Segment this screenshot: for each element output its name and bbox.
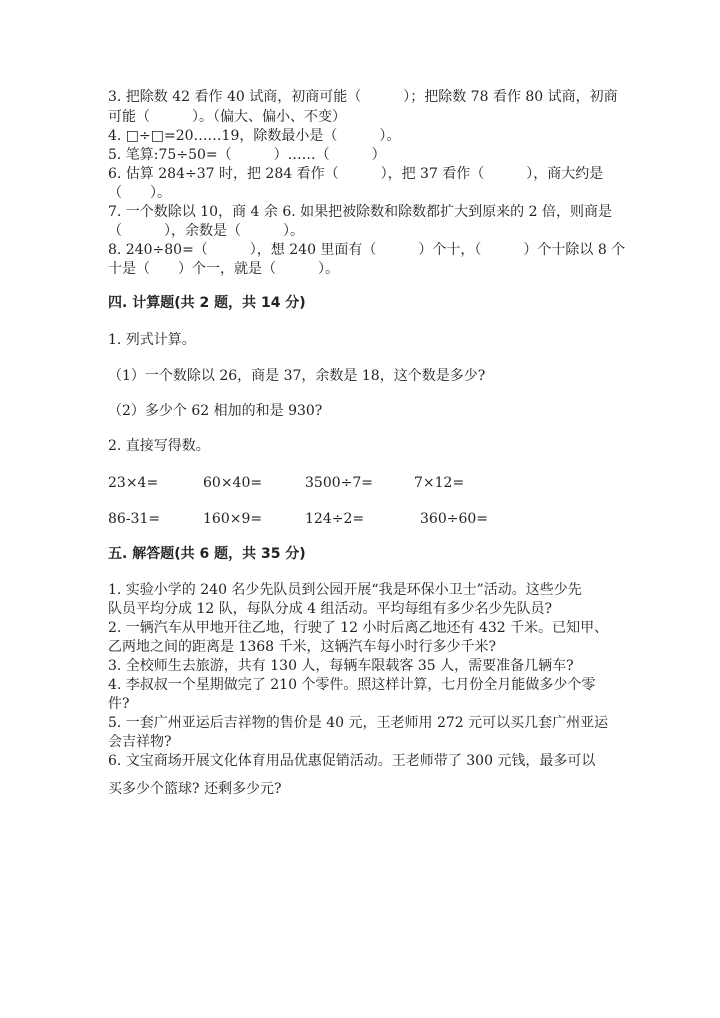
calc-item: 160×9= [203,511,263,527]
calc-item: 7×12= [414,475,465,491]
question-5: 5. 笔算:75÷50=（ ）……（ ） [108,147,386,163]
answer-question-2-line-2: 乙两地之间的距离是 1368 千米，这辆汽车每小时行多少千米? [108,639,497,655]
answer-question-4-line-1: 4. 李叔叔一个星期做完了 210 个零件。照这样计算，七月份全月能做多少个零 [108,677,596,693]
question-8-line-1: 8. 240÷80=（ ），想 240 里面有（ ）个十，（ ）个十除以 8 个 [108,242,626,258]
question-3-line-2: 可能（ ）。（偏大、偏小、不变） [108,109,346,125]
question-6-line-1: 6. 估算 284÷37 时，把 284 看作（ ），把 37 看作（ ），商大约是 [108,166,604,182]
question-7-line-2: （ ），余数是（ ）。 [108,223,304,239]
question-7-line-1: 7. 一个数除以 10，商 4 余 6. 如果把被除数和除数都扩大到原来的 2 倍，则商是 [108,204,612,220]
calc-question-1b: （2）多少个 62 相加的和是 930? [108,403,323,419]
section-5-title: 五. 解答题(共 6 题，共 35 分) [108,546,306,562]
answer-question-1-line-1: 1. 实验小学的 240 名少先队员到公园开展“我是环保小卫士”活动。这些少先 [108,582,582,598]
calc-question-2: 2. 直接写得数。 [108,438,210,454]
answer-question-4-line-2: 件? [108,696,130,712]
calc-item: 60×40= [203,475,263,491]
calc-item: 23×4= [108,475,159,491]
calc-item: 360÷60= [420,511,488,527]
answer-question-2-line-1: 2. 一辆汽车从甲地开往乙地，行驶了 12 小时后离乙地还有 432 千米。已知甲、 [108,620,609,636]
answer-question-5-line-1: 5. 一套广州亚运后吉祥物的售价是 40 元，王老师用 272 元可以买几套广州亚运 [108,715,609,731]
calc-item: 124÷2= [305,511,365,527]
calc-item: 86-31= [108,511,161,527]
answer-question-6-line-2: 买多少个篮球? 还剩多少元? [108,781,282,797]
calc-question-1a: （1）一个数除以 26，商是 37，余数是 18，这个数是多少? [108,368,486,384]
question-4: 4. □÷□=20……19，除数最小是（ ）。 [108,128,401,144]
answer-question-6-line-1: 6. 文宝商场开展文化体育用品优惠促销活动。王老师带了 300 元钱，最多可以 [108,753,596,769]
answer-question-5-line-2: 会吉祥物? [108,734,172,750]
calc-item: 3500÷7= [305,475,373,491]
answer-question-1-line-2: 队员平均分成 12 队，每队分成 4 组活动。平均每组有多少名少先队员? [108,601,553,617]
calc-question-1: 1. 列式计算。 [108,332,196,348]
question-8-line-2: 十是（ ）个一，就是（ ）。 [108,261,339,277]
question-3-line-1: 3. 把除数 42 看作 40 试商，初商可能（ ）；把除数 78 看作 80 试商，初商 [108,89,618,105]
question-6-line-2: （ ）。 [108,185,171,201]
answer-question-3: 3. 全校师生去旅游，共有 130 人，每辆车限载客 35 人，需要准备几辆车? [108,658,574,674]
section-4-title: 四. 计算题(共 2 题，共 14 分) [108,295,306,311]
